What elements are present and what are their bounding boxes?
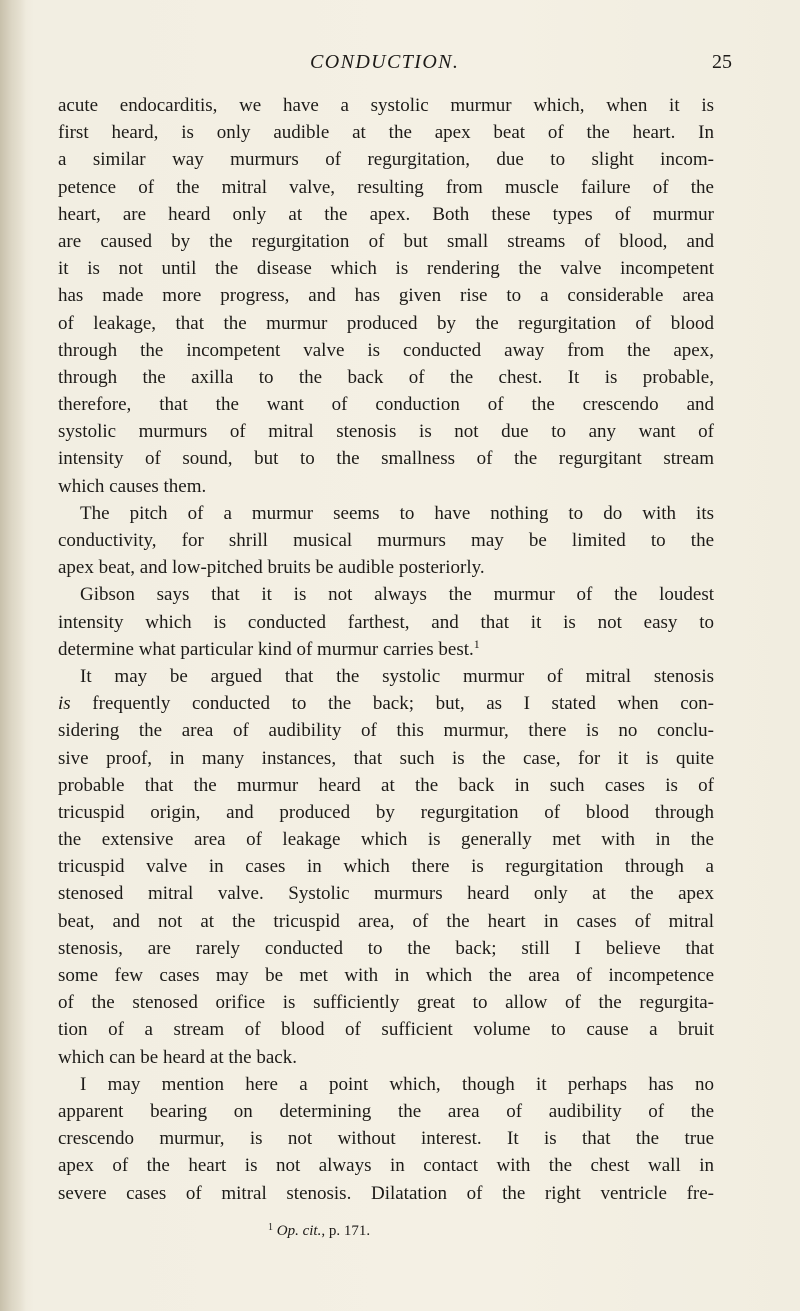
emphasis-word: is [58,693,71,715]
text-line: a similar way murmurs of regurgitation, due to slight incom- [58,149,714,171]
text-line: stenosed mitral valve. Systolic murmurs heard only at the apex [58,883,714,905]
text-line: systolic murmurs of mitral stenosis is not due to any want of [58,421,714,443]
text-line-with-emphasis [58,690,714,717]
text-line: which can be heard at the back. [58,1046,297,1068]
text-line: It may be argued that the systolic murmur of mitral stenosis [80,665,714,687]
text-line: beat, and not at the tricuspid area, of the heart in cases of mitral [58,910,714,932]
text-line: some few cases may be met with in which the area of incompetence [58,965,714,986]
text-line-with-footnote [58,636,714,663]
text-line: Gibson says that it is not always the murmur of the loudest [80,584,714,606]
text-line: apex beat, and low-pitched bruits be audible posteriorly. [58,557,485,579]
text-line: has made more progress, and has given rise to a considerable area [58,285,714,307]
text-line-content: frequently conducted to the back; but, as I stated when con- [70,693,714,715]
text-line: of the stenosed orifice is sufficiently great to allow of the regurgita- [58,992,714,1014]
text-line: it is not until the disease which is rendering the valve incompetent [58,258,714,280]
text-line: stenosis, are rarely conducted to the back; still I believe that [58,937,714,959]
binding-gutter [0,0,26,1311]
footnote [268,1221,370,1241]
text-line: The pitch of a murmur seems to have nothing to do with its [80,502,714,524]
text-line: sive proof, in many instances, that such is the case, for it is quite [58,747,714,769]
text-line: which causes them. [58,475,207,497]
text-line: through the incompetent valve is conducted away from the apex, [58,339,714,361]
text-line: conductivity, for shrill musical murmurs may be limited to the [58,530,714,551]
body-text [58,92,714,1207]
text-line: therefore, that the want of conduction of the crescendo and [58,394,714,416]
text-line: of leakage, that the murmur produced by the regurgitation of blood [58,312,714,334]
text-line: first heard, is only audible at the apex beat of the heart. In [58,122,714,144]
text-line: are caused by the regurgitation of but small streams of blood, and [58,230,714,252]
page-header [0,49,800,75]
footnote-rest: , p. 171. [321,1223,371,1239]
text-line: through the axilla to the back of the chest. It is probable, [58,366,714,388]
text-line: I may mention here a point which, though it perhaps has no [80,1073,714,1095]
text-line: crescendo murmur, is not without interest. It is that the true [58,1128,714,1150]
text-line-content: determine what particular kind of murmur carries best. [58,638,474,660]
text-line: probable that the murmur heard at the back in such cases is of [58,774,714,796]
text-line: tion of a stream of blood of sufficient volume to cause a bruit [58,1019,714,1041]
page-number: 25 [712,51,732,73]
running-head: CONDUCTION. [310,51,460,73]
text-line: petence of the mitral valve, resulting from muscle failure of the [58,176,714,198]
footnote-reference: 1 [473,636,480,651]
text-line: the extensive area of leakage which is generally met with in the [58,829,714,851]
text-line: heart, are heard only at the apex. Both these types of murmur [58,203,714,225]
footnote-citation: Op. cit. [276,1223,322,1239]
footnote-marker: 1 [268,1222,273,1233]
text-line: acute endocarditis, we have a systolic murmur which, when it is [58,95,714,116]
text-line: apex of the heart is not always in contact with the chest wall in [58,1155,714,1177]
text-line: tricuspid origin, and produced by regurgitation of blood through [58,801,714,823]
text-line: severe cases of mitral stenosis. Dilatation of the right ventricle fre- [58,1182,714,1204]
text-line: sidering the area of audibility of this murmur, there is no conclu- [58,720,714,742]
text-line: intensity of sound, but to the smallness of the regurgitant stream [58,448,714,470]
text-line: tricuspid valve in cases in which there is regurgitation through a [58,856,714,878]
text-line: intensity which is conducted farthest, and that it is not easy to [58,611,714,633]
text-line: apparent bearing on determining the area of audibility of the [58,1100,714,1122]
